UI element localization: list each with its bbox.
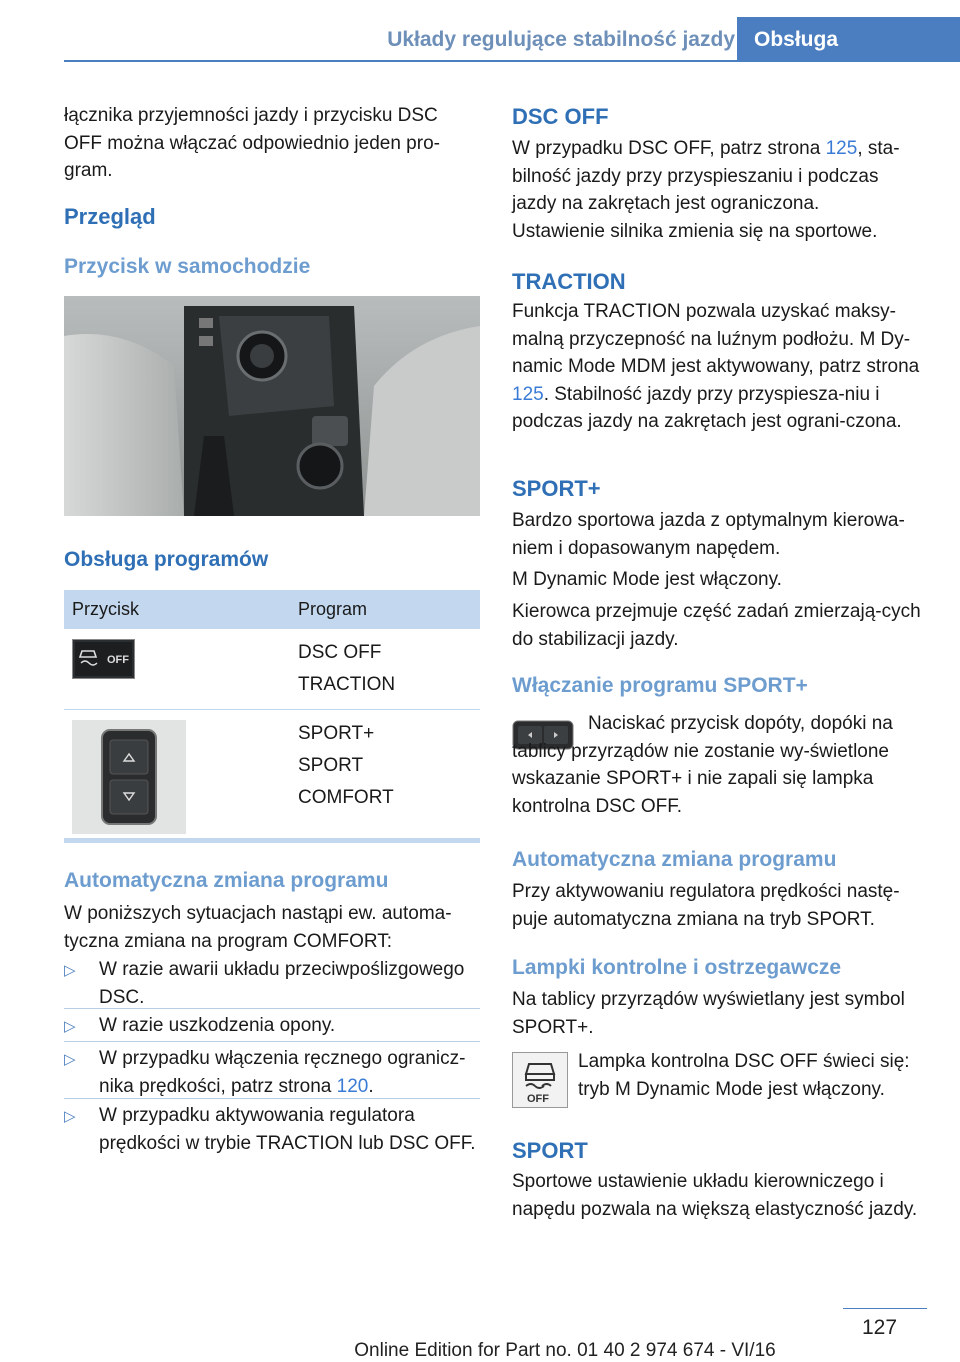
col-program-header: Program bbox=[290, 590, 480, 629]
table-header-row bbox=[64, 590, 480, 629]
page-link-125[interactable]: 125 bbox=[825, 138, 858, 159]
heading-sport-plus: SPORT+ bbox=[512, 476, 601, 501]
program-traction: TRACTION bbox=[298, 674, 396, 695]
dsc-off-paragraph: W przypadku DSC OFF, patrz strona 125, sta-bilność jazdy przy przyspieszaniu i podczas jazdy na zakrętach jest ograniczona. bbox=[512, 138, 900, 214]
console-photo bbox=[64, 296, 480, 516]
table-row bbox=[64, 710, 480, 847]
bullet-divider bbox=[64, 1098, 480, 1099]
sport-text: Sportowe ustawienie układu kierowniczego i napędu pozwala na większą elastyczność jazdy. bbox=[512, 1171, 918, 1220]
rocker-button-cell bbox=[64, 710, 290, 847]
program-comfort: COMFORT bbox=[298, 787, 394, 808]
sport-plus-desc: Bardzo sportowa jazda z optymalnym kierowa-niem i dopasowanym napędem. bbox=[512, 510, 905, 559]
bullet-divider bbox=[64, 1008, 480, 1009]
program-cell bbox=[290, 629, 480, 710]
dsc-off-button-cell bbox=[64, 629, 290, 710]
heading-overview: Przegląd bbox=[64, 204, 156, 229]
heading-button-in-car: Przycisk w samochodzie bbox=[64, 255, 311, 278]
programs-table bbox=[64, 590, 480, 846]
dsc-off-button-icon bbox=[72, 639, 135, 679]
triangle-bullet-icon: ▷ bbox=[64, 962, 76, 979]
page-link-120[interactable]: 120 bbox=[336, 1075, 369, 1097]
drive-mode-rocker-icon bbox=[72, 720, 186, 834]
sport-plus-driver: Kierowca przejmuje część zadań zmierzają-cych do stabilizacji jazdy. bbox=[512, 601, 921, 650]
lamps-text: Na tablicy przyrządów wyświetlany jest symbol SPORT+. bbox=[512, 989, 905, 1038]
triangle-bullet-icon: ▷ bbox=[64, 1051, 76, 1068]
triangle-bullet-icon: ▷ bbox=[64, 1018, 76, 1035]
list-item: ▷ W razie awarii układu przeciwpoślizgowego DSC. bbox=[64, 959, 465, 1008]
header-rule bbox=[64, 60, 737, 62]
program-sport-plus: SPORT+ bbox=[298, 723, 375, 744]
heading-dsc-off: DSC OFF bbox=[512, 104, 609, 129]
dsc-off-icon-text: OFF bbox=[107, 654, 129, 666]
lamp-text: Lampka kontrolna DSC OFF świeci się: tryb M Dynamic Mode jest włączony. bbox=[578, 1051, 910, 1100]
enable-sport-plus-text: Naciskać przycisk dopóty, dopóki na tablicy przyrządów nie zostanie wy-świetlone wskazanie SPORT+ i nie zapali się lampka kontrolna DSC OFF. bbox=[512, 713, 893, 817]
chapter-tab: Obsługa bbox=[737, 17, 960, 62]
program-dsc-off: DSC OFF bbox=[298, 642, 382, 663]
heading-warning-lamps: Lampki kontrolne i ostrzegawcze bbox=[512, 956, 842, 979]
heading-sport: SPORT bbox=[512, 1138, 588, 1163]
traction-paragraph: Funkcja TRACTION pozwala uzyskać maksy-malną przyczepność na luźnym podłożu. M Dy-namic Mode MDM jest aktywowany, patrz strona 125. Stabilność jazdy przy przyspiesza-niu i podczas jazdy na zakrętach jest ograni-czona. bbox=[512, 301, 920, 432]
page-header bbox=[0, 0, 960, 62]
section-title: Układy regulujące stabilność jazdy bbox=[387, 28, 735, 51]
footer-rule bbox=[843, 1308, 927, 1309]
dsc-off-lamp-icon bbox=[512, 1052, 568, 1108]
list-item: ▷ W przypadku aktywowania regulatora prędkości w trybie TRACTION lub DSC OFF. bbox=[64, 1105, 476, 1154]
lamp-icon-text: OFF bbox=[527, 1093, 549, 1105]
edition-footer: Online Edition for Part no. 01 40 2 974 674 - VI/16 bbox=[354, 1340, 776, 1361]
col-button-header: Przycisk bbox=[64, 590, 290, 629]
intro-paragraph: łącznika przyjemności jazdy i przycisku DSC OFF można włączać odpowiednio jeden pro-gram. bbox=[64, 105, 440, 181]
heading-programs: Obsługa programów bbox=[64, 548, 269, 571]
heading-traction: TRACTION bbox=[512, 269, 626, 294]
table-bottom-rule bbox=[64, 838, 480, 843]
program-cell bbox=[290, 710, 480, 847]
program-sport: SPORT bbox=[298, 755, 364, 776]
auto-change-text: Przy aktywowaniu regulatora prędkości nastę-puje automatyczna zmiana na tryb SPORT. bbox=[512, 881, 900, 930]
page-number: 127 bbox=[862, 1316, 898, 1339]
heading-auto-change-left: Automatyczna zmiana programu bbox=[64, 869, 389, 892]
page-link-125[interactable]: 125 bbox=[512, 383, 544, 405]
list-item: ▷ W przypadku włączenia ręcznego ogranicz-nika prędkości, patrz strona 120. bbox=[64, 1048, 466, 1097]
dsc-off-engine-note: Ustawienie silnika zmienia się na sportowe. bbox=[512, 221, 878, 242]
list-item: ▷ W razie uszkodzenia opony. bbox=[64, 1012, 480, 1040]
triangle-bullet-icon: ▷ bbox=[64, 1108, 76, 1125]
heading-enable-sport-plus: Włączanie programu SPORT+ bbox=[512, 674, 808, 697]
sport-plus-mdm: M Dynamic Mode jest włączony. bbox=[512, 569, 782, 590]
bullet-divider bbox=[64, 1041, 480, 1042]
table-row bbox=[64, 629, 480, 710]
auto-intro: W poniższych sytuacjach nastąpi ew. automa-tyczna zmiana na program COMFORT: bbox=[64, 903, 452, 952]
heading-auto-change-right: Automatyczna zmiana programu bbox=[512, 848, 837, 871]
